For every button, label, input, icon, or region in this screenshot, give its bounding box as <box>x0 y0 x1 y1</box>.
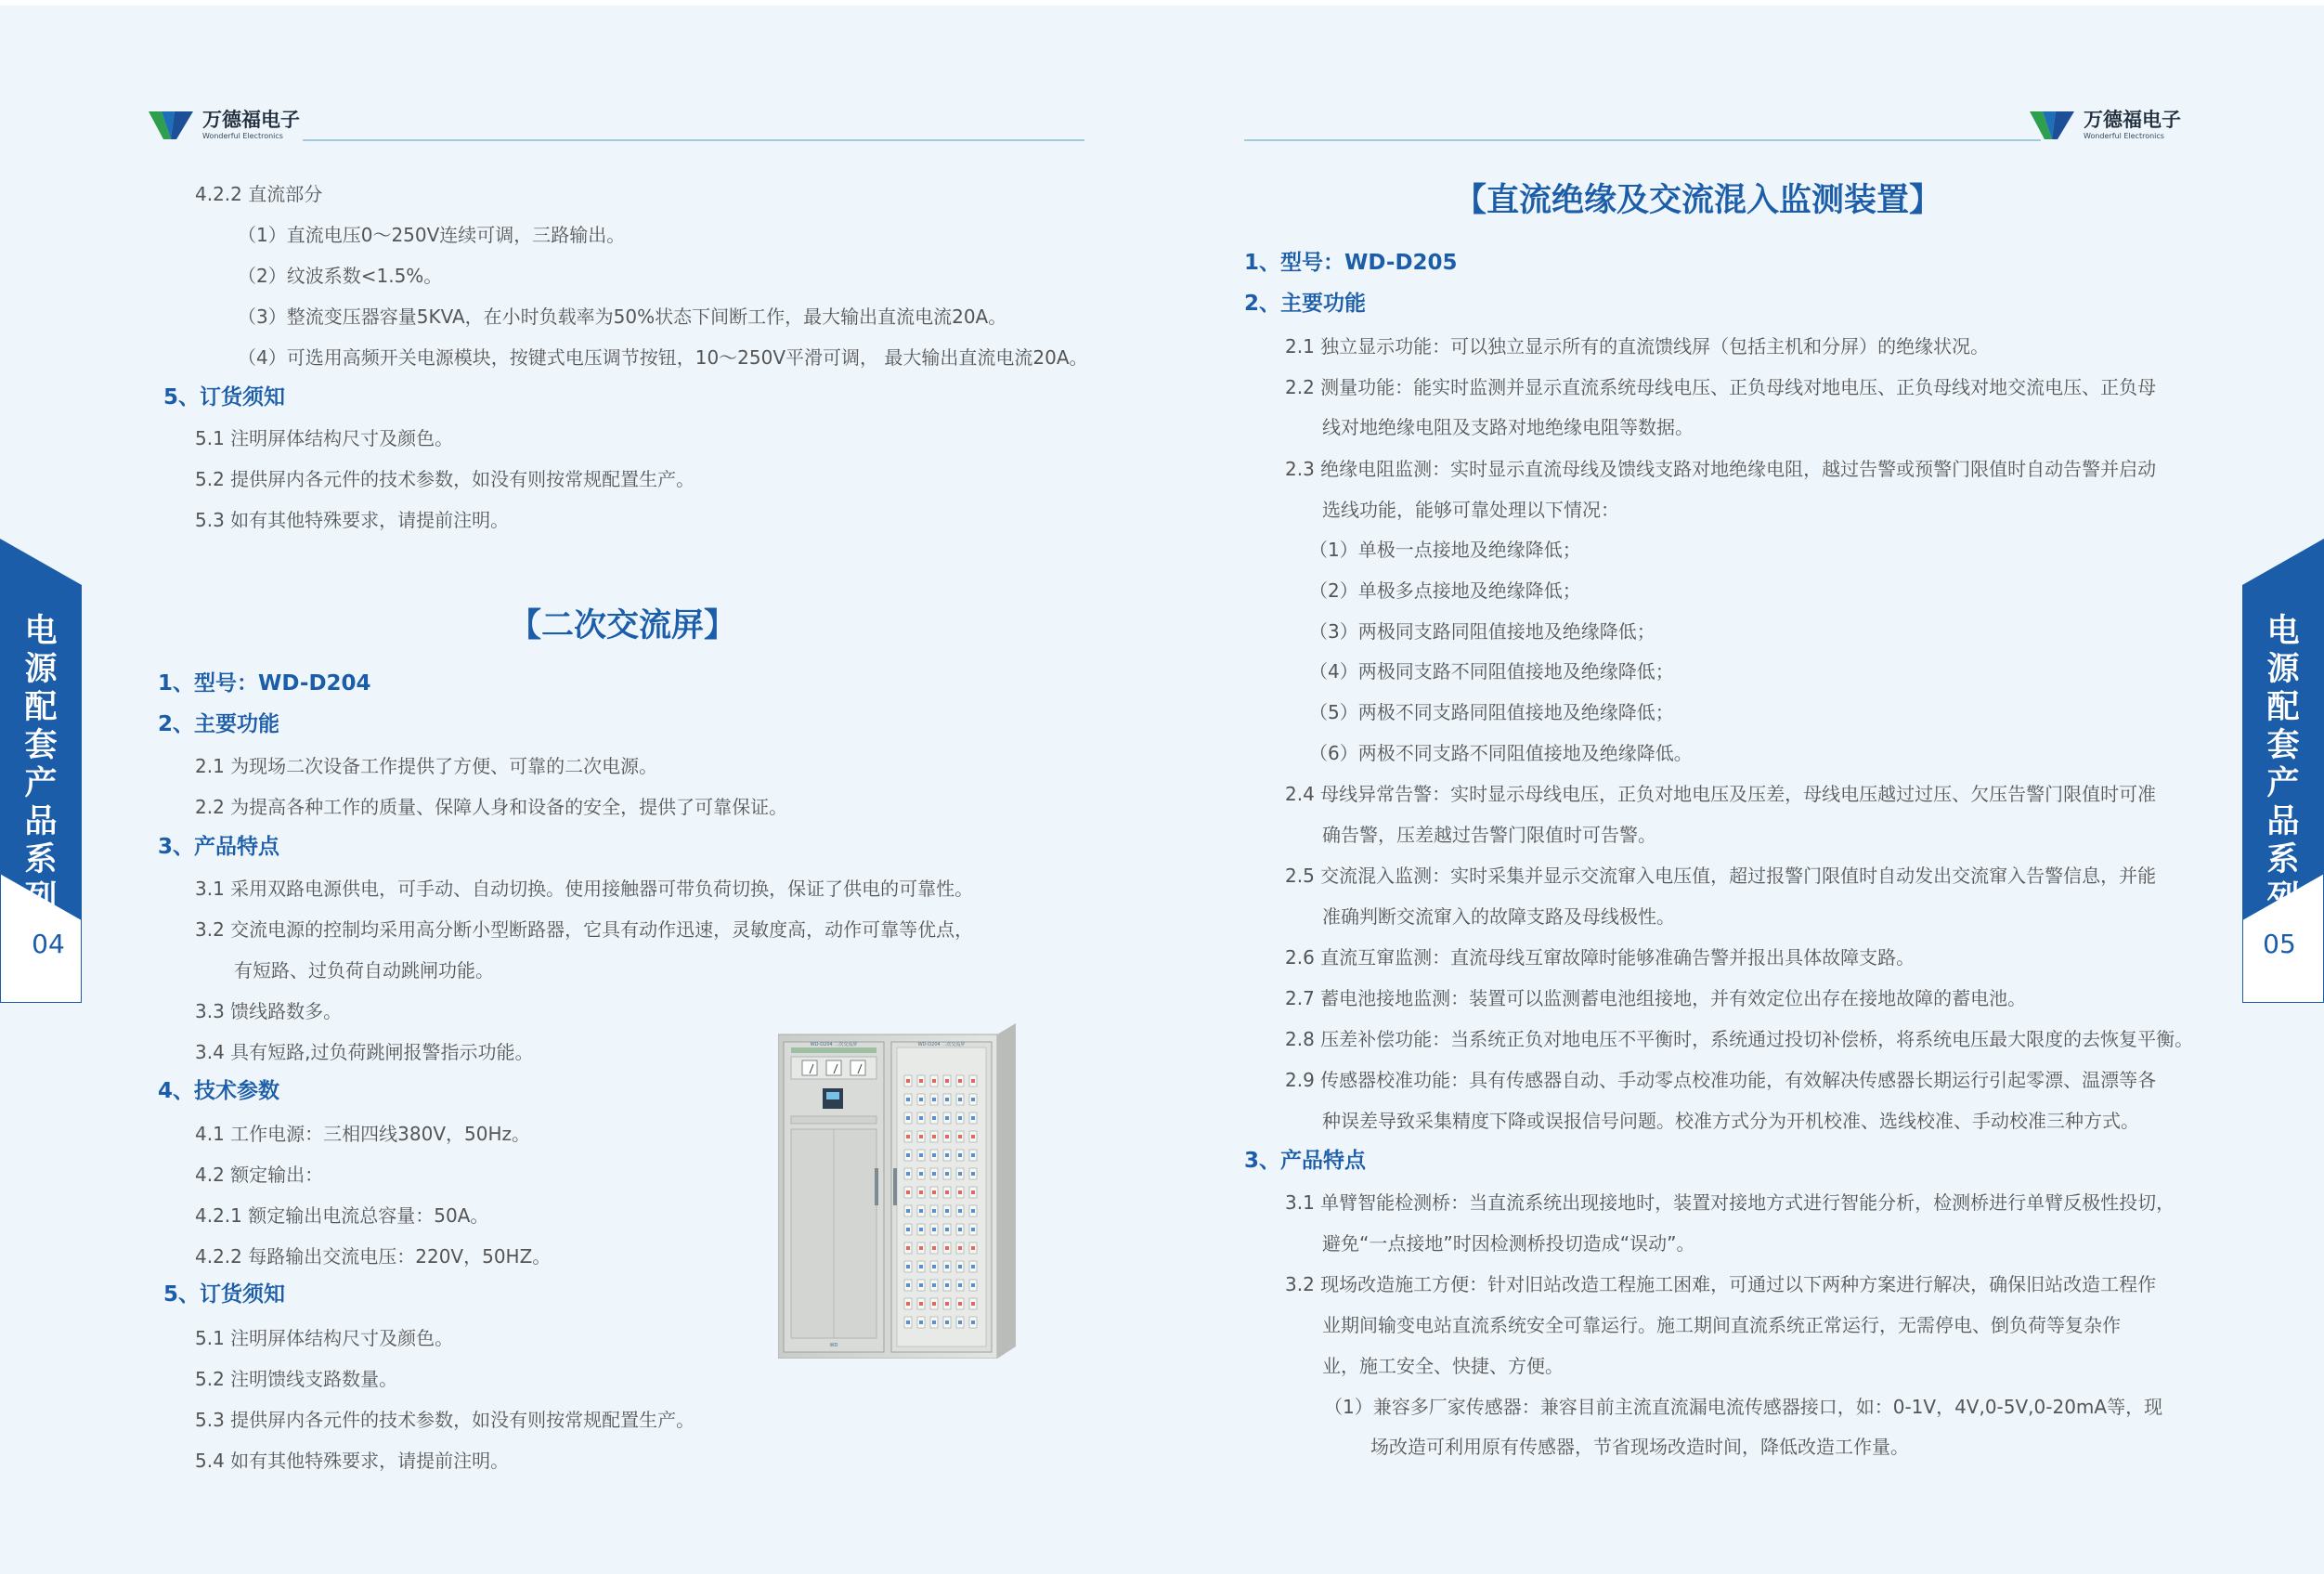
left-text-line: 2.2 为提高各种工作的质量、保障人身和设备的安全，提供了可靠保证。 <box>195 796 788 818</box>
left-text-line: 5.4 如有其他特殊要求，请提前注明。 <box>195 1450 510 1472</box>
header-rule-right <box>1244 139 2041 141</box>
side-tab-right <box>2242 539 2324 1003</box>
right-text-line: 3.2 现场改造施工方便：针对旧站改造工程施工困难，可通过以下两种方案进行解决，确保旧站改造工程作 <box>1285 1273 2157 1295</box>
right-text-line: 准确判断交流窜入的故障支路及母线极性。 <box>1322 905 1675 928</box>
left-text-line: 4.2.2 直流部分 <box>195 183 323 205</box>
brand-logo-right <box>2030 110 2181 141</box>
side-tab-left <box>0 539 82 1003</box>
left-text-line: 5.3 如有其他特殊要求，请提前注明。 <box>195 509 510 531</box>
section-title-left <box>509 600 736 646</box>
right-text-line: 线对地绝缘电阻及支路对地绝缘电阻等数据。 <box>1322 416 1694 438</box>
right-text-line: 2.7 蓄电池接地监测：装置可以监测蓄电池组接地，并有效定位出存在接地故障的蓄电池。 <box>1285 987 2027 1009</box>
brand-mark-icon <box>2030 110 2074 141</box>
left-section-heading: 2、主要功能 <box>158 712 280 736</box>
brand-name-cn: 万德福电子 <box>2084 109 2181 131</box>
right-text-line: 业期间输变电站直流系统安全可靠运行。施工期间直流系统正常运行，无需停电、倒负荷等复杂作 <box>1322 1314 2121 1336</box>
right-text-line: 确告警，压差越过告警门限值时可告警。 <box>1322 824 1656 846</box>
title-bracket-close: 】 <box>704 607 737 644</box>
ac-panel-cabinet-image <box>778 1020 1016 1359</box>
left-text-line: （3）整流变压器容量5KVA，在小时负载率为50%状态下间断工作，最大输出直流电流20A。 <box>238 306 1007 328</box>
title-text: 二次交流屏 <box>541 607 705 644</box>
section-title-right <box>1454 175 1941 221</box>
left-text-line: 4.2.2 每路输出交流电压：220V，50HZ。 <box>195 1245 552 1268</box>
cabinet-label-right: WD-D204 二次交流屏 <box>917 1042 966 1047</box>
cabinet-label-left: WD-D204 二次交流屏 <box>810 1042 858 1047</box>
side-tab-label <box>0 613 82 917</box>
right-text-line: 种误差导致采集精度下降或误报信号问题。校准方式分为开机校准、选线校准、手动校准三种方式。 <box>1322 1110 2139 1132</box>
brand-mark-icon <box>149 110 193 141</box>
left-text-line: 3.2 交流电源的控制均采用高分断小型断路器，它具有动作迅速，灵敏度高，动作可靠等优点， <box>195 918 974 941</box>
right-text-line: （5）两极不同支路同阻值接地及绝缘降低； <box>1309 701 1674 723</box>
right-text-line: （2）单极多点接地及绝缘降低； <box>1309 579 1581 602</box>
brand-name-cn: 万德福电子 <box>202 109 300 131</box>
title-text: 直流绝缘及交流混入监测装置 <box>1487 182 1910 219</box>
left-text-line: （1）直流电压0～250V连续可调，三路输出。 <box>238 224 626 246</box>
brand-logo-left <box>149 110 300 141</box>
right-text-line: （6）两极不同支路不同阻值接地及绝缘降低。 <box>1309 742 1693 764</box>
right-text-line: 2.2 测量功能：能实时监测并显示直流系统母线电压、正负母线对地电压、正负母线对地交流电压、正负母 <box>1285 376 2157 398</box>
brand-name-en: Wonderful Electronics <box>202 132 283 140</box>
right-text-line: 场改造可利用原有传感器，节省现场改造时间，降低改造工作量。 <box>1370 1436 1909 1458</box>
right-text-line: 2.4 母线异常告警：实时显示母线电压，正负对地电压及压差，母线电压越过过压、欠压告警门限值时可准 <box>1285 783 2157 805</box>
left-section-heading: 4、技术参数 <box>158 1079 280 1103</box>
right-text-line: （3）两极同支路同阻值接地及绝缘降低； <box>1309 620 1655 643</box>
right-text-line: 3.1 单臂智能检测桥：当直流系统出现接地时，装置对接地方式进行智能分析，检测桥进行单臂反极性投切， <box>1285 1191 2175 1214</box>
right-text-line: 2.1 独立显示功能：可以独立显示所有的直流馈线屏（包括主机和分屏）的绝缘状况。 <box>1285 335 1990 358</box>
left-text-line: 5.3 提供屏内各元件的技术参数，如没有则按常规配置生产。 <box>195 1409 695 1431</box>
left-text-line: 4.2.1 额定输出电流总容量：50A。 <box>195 1204 489 1227</box>
right-text-line: （1）兼容多厂家传感器：兼容目前主流直流漏电流传感器接口，如：0-1V，4V,0-5V,0-20mA等，现 <box>1324 1396 2163 1418</box>
right-section-heading: 1、型号：WD-D205 <box>1244 251 1458 275</box>
left-text-line: 5.1 注明屏体结构尺寸及颜色。 <box>195 427 454 449</box>
left-section-heading: 3、产品特点 <box>158 835 280 859</box>
left-text-line: 5.1 注明屏体结构尺寸及颜色。 <box>195 1327 454 1349</box>
right-section-heading: 3、产品特点 <box>1244 1149 1367 1173</box>
svg-text:WD: WD <box>829 1343 838 1348</box>
left-text-line: 3.3 馈线路数多。 <box>195 1000 343 1022</box>
side-tab-label <box>2242 613 2324 917</box>
left-text-line: 4.2 额定输出： <box>195 1164 324 1186</box>
left-text-line: 3.4 具有短路,过负荷跳闸报警指示功能。 <box>195 1041 534 1063</box>
left-text-line: 5.2 注明馈线支路数量。 <box>195 1368 398 1390</box>
right-text-line: 2.6 直流互窜监测：直流母线互窜故障时能够准确告警并报出具体故障支路。 <box>1285 946 1915 969</box>
brand-name-en: Wonderful Electronics <box>2084 132 2164 140</box>
title-bracket-open: 【 <box>1454 182 1487 219</box>
left-text-line: （2）纹波系数<1.5%。 <box>238 265 443 287</box>
right-text-line: 选线功能，能够可靠处理以下情况： <box>1322 499 1619 521</box>
left-section-heading: 1、型号：WD-D204 <box>158 671 371 696</box>
top-strip <box>0 0 2324 6</box>
page-number-right: 05 <box>2263 929 2296 959</box>
title-bracket-open: 【 <box>509 607 542 644</box>
left-section-heading: 5、订货须知 <box>163 385 286 410</box>
left-text-line: （4）可选用高频开关电源模块，按键式电压调节按钮，10～250V平滑可调， 最大输出直流电流20A。 <box>238 346 1088 369</box>
right-text-line: （4）两极同支路不同阻值接地及绝缘降低； <box>1309 660 1674 683</box>
title-bracket-close: 】 <box>1909 182 1942 219</box>
left-section-heading: 5、订货须知 <box>163 1282 286 1307</box>
right-text-line: 2.9 传感器校准功能：具有传感器自动、手动零点校准功能，有效解决传感器长期运行引起零漂、温漂等各 <box>1285 1069 2157 1091</box>
right-text-line: 业，施工安全、快捷、方便。 <box>1322 1355 1564 1377</box>
header-rule-left <box>303 139 1084 141</box>
right-section-heading: 2、主要功能 <box>1244 292 1367 316</box>
right-text-line: 避免“一点接地”时因检测桥投切造成“误动”。 <box>1322 1232 1695 1255</box>
right-text-line: 2.3 绝缘电阻监测：实时显示直流母线及馈线支路对地绝缘电阻，越过告警或预警门限值时自动告警并启动 <box>1285 458 2157 480</box>
left-text-line: 4.1 工作电源：三相四线380V，50Hz。 <box>195 1123 531 1145</box>
right-text-line: 2.5 交流混入监测：实时采集并显示交流窜入电压值，超过报警门限值时自动发出交流窜入告警信息，并能 <box>1285 865 2157 887</box>
left-text-line: 有短路、过负荷自动跳闸功能。 <box>234 959 494 982</box>
right-text-line: （1）单极一点接地及绝缘降低； <box>1309 539 1581 561</box>
page-number-left: 04 <box>32 929 65 959</box>
left-text-line: 3.1 采用双路电源供电，可手动、自动切换。使用接触器可带负荷切换，保证了供电的可靠性。 <box>195 878 974 900</box>
side-tab-label-text: 电 源 配 套 产 品 系 列 <box>2266 613 2300 917</box>
right-text-line: 2.8 压差补偿功能：当系统正负对地电压不平衡时，系统通过投切补偿桥，将系统电压最大限度的去恢复平衡。 <box>1285 1028 2194 1050</box>
left-text-line: 5.2 提供屏内各元件的技术参数，如没有则按常规配置生产。 <box>195 468 695 490</box>
left-text-line: 2.1 为现场二次设备工作提供了方便、可靠的二次电源。 <box>195 755 658 777</box>
side-tab-label-text: 电 源 配 套 产 品 系 列 <box>24 613 58 917</box>
